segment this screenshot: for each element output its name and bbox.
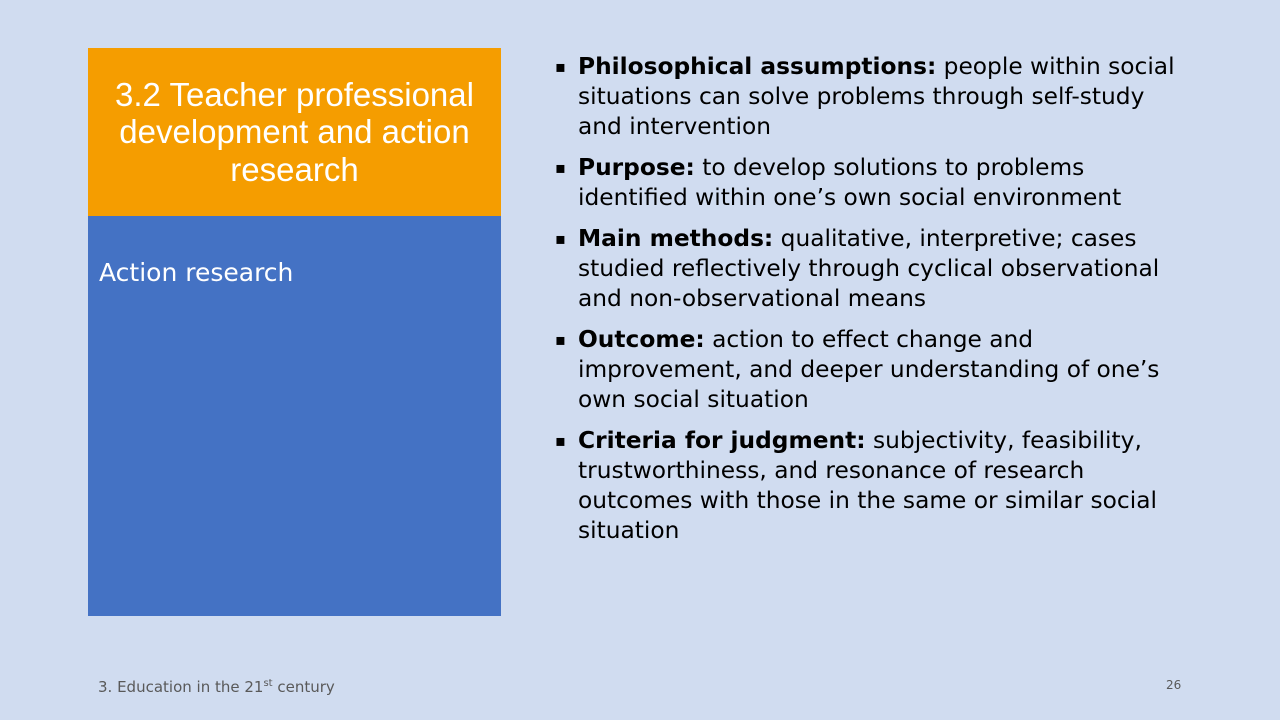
square-bullet-icon: ▪ xyxy=(555,431,566,450)
slide-title: 3.2 Teacher professional development and action research xyxy=(115,76,474,188)
slide-footer: 3. Education in the 21st century xyxy=(98,678,335,696)
square-bullet-icon: ▪ xyxy=(555,330,566,349)
bullet-item xyxy=(555,426,1195,546)
subtitle-panel xyxy=(88,216,501,616)
bullet-label: Outcome: xyxy=(578,326,705,353)
bullet-item xyxy=(555,224,1195,314)
bullet-item xyxy=(555,52,1195,142)
bullet-label: Main methods: xyxy=(578,225,774,252)
square-bullet-icon: ▪ xyxy=(555,158,566,177)
bullet-list xyxy=(555,52,1195,557)
bullet-text: action to effect change and improvement, and deeper understanding of one’s own social situation xyxy=(578,326,1160,413)
bullet-text: to develop solutions to problems identified within one’s own social environment xyxy=(578,154,1122,211)
title-panel xyxy=(88,48,501,216)
bullet-item xyxy=(555,153,1195,213)
bullet-label: Criteria for judgment: xyxy=(578,427,866,454)
bullet-text: subjectivity, feasibility, trustworthiness, and resonance of research outcomes with those in the same or similar social situation xyxy=(578,427,1157,544)
square-bullet-icon: ▪ xyxy=(555,229,566,248)
bullet-label: Purpose: xyxy=(578,154,695,181)
bullet-item xyxy=(555,325,1195,415)
bullet-text: people within social situations can solve problems through self-study and intervention xyxy=(578,53,1175,140)
square-bullet-icon: ▪ xyxy=(555,57,566,76)
page-number: 26 xyxy=(1166,678,1182,692)
slide-subtitle: Action research xyxy=(99,258,294,287)
bullet-label: Philosophical assumptions: xyxy=(578,53,937,80)
bullet-text: qualitative, interpretive; cases studied reflectively through cyclical observational and non-observational means xyxy=(578,225,1160,312)
